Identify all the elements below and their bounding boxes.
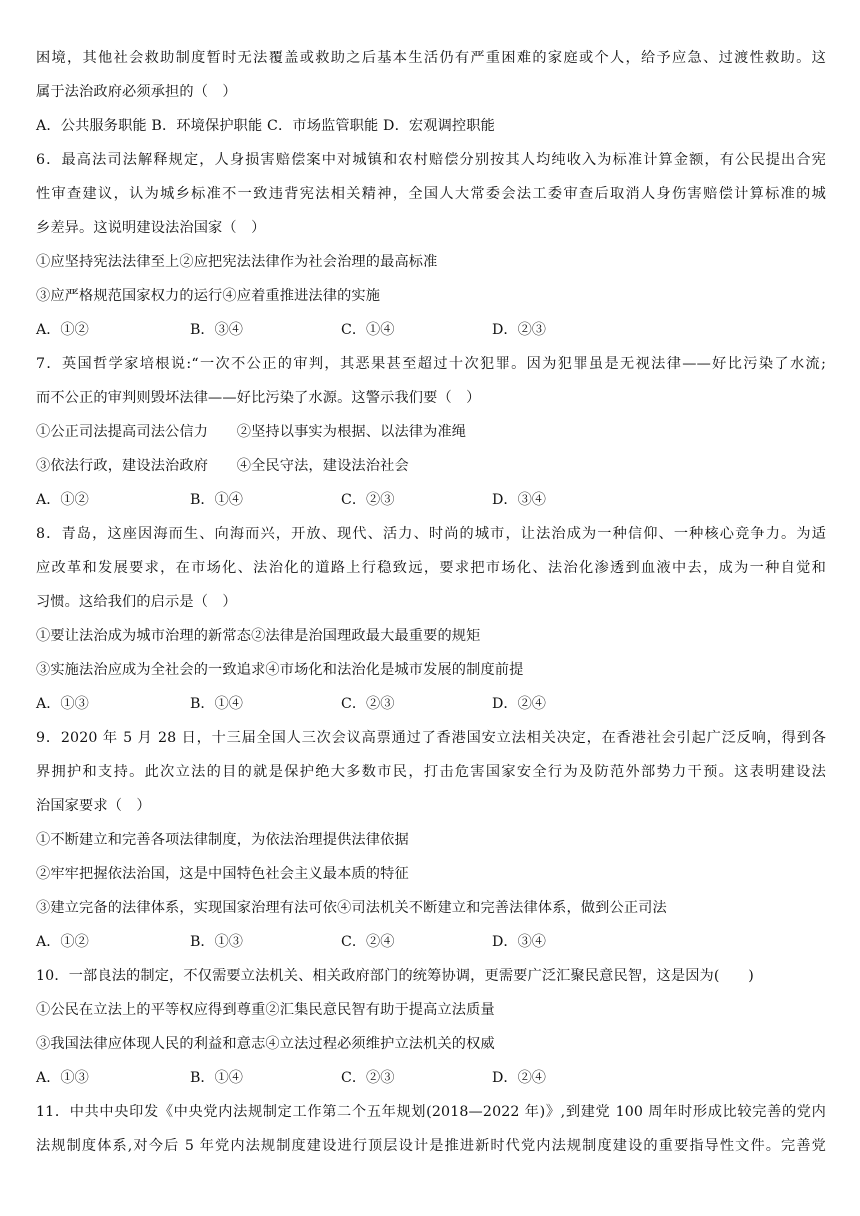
question-7-option-c: C．②③	[341, 492, 395, 508]
question-10-option-a: A．①③	[36, 1070, 89, 1086]
question-7-statement: ①公正司法提高司法公信力 ②坚持以事实为根据、以法律为准绳	[36, 424, 467, 440]
question-9-statement: ①不断建立和完善各项法律制度，为依法治理提供法律依据	[36, 832, 409, 848]
question-5-text-line: 困境，其他社会救助制度暂时无法覆盖或救助之后基本生活仍有严重困难的家庭或个人，给予应急、过渡性救助。这	[36, 50, 826, 66]
question-6-option-a: A．①②	[36, 322, 89, 338]
question-6-statement: ①应坚持宪法法律至上②应把宪法法律作为社会治理的最高标准	[36, 254, 438, 270]
question-6-text-line: 乡差异。这说明建设法治国家（ ）	[36, 220, 266, 236]
question-7-option-d: D．③④	[492, 492, 546, 508]
question-8-statement: ③实施法治应成为全社会的一致追求④市场化和法治化是城市发展的制度前提	[36, 662, 524, 678]
question-8-text-line: 习惯。这给我们的启示是（ ）	[36, 594, 237, 610]
question-9-option-b: B．①③	[190, 934, 243, 950]
question-6-text-line: 性审查建议，认为城乡标准不一致违背宪法相关精神，全国人大常委会法工委审查后取消人身伤害赔偿计算标准的城	[36, 186, 826, 202]
question-10-statement: ①公民在立法上的平等权应得到尊重②汇集民意民智有助于提高立法质量	[36, 1002, 495, 1018]
question-6-statement: ③应严格规范国家权力的运行④应着重推进法律的实施	[36, 288, 381, 304]
question-11-text-line: 11．中共中央印发《中央党内法规制定工作第二个五年规划(2018—2022 年)》,到建党 100 周年时形成比较完善的党内	[36, 1104, 826, 1120]
question-9-option-d: D．③④	[492, 934, 546, 950]
question-6-option-c: C．①④	[341, 322, 395, 338]
question-6-option-b: B．③④	[190, 322, 243, 338]
question-7-statement: ③依法行政，建设法治政府 ④全民守法，建设法治社会	[36, 458, 409, 474]
question-9-option-c: C．②④	[341, 934, 395, 950]
question-9-option-a: A．①②	[36, 934, 89, 950]
question-9-statement: ②牢牢把握依法治国，这是中国特色社会主义最本质的特征	[36, 866, 409, 882]
question-8-option-c: C．②③	[341, 696, 395, 712]
question-7-option-a: A．①②	[36, 492, 89, 508]
question-6-option-d: D．②③	[492, 322, 546, 338]
question-5-options: A．公共服务职能 B．环境保护职能 C．市场监管职能 D．宏观调控职能	[36, 118, 495, 134]
question-9-text-line: 治国家要求（ ）	[36, 798, 151, 814]
question-7-option-b: B．①④	[190, 492, 243, 508]
question-7-text-line: 而不公正的审判则毁坏法律——好比污染了水源。这警示我们要（ ）	[36, 390, 481, 406]
question-10-option-c: C．②③	[341, 1070, 395, 1086]
question-8-text-line: 应改革和发展要求，在市场化、法治化的道路上行稳致远，要求把市场化、法治化渗透到血液中去，成为一种自觉和	[36, 560, 826, 576]
question-10-option-b: B．①④	[190, 1070, 243, 1086]
question-5-text-line: 属于法治政府必须承担的（ ）	[36, 84, 237, 100]
question-8-text-line: 8．青岛，这座因海而生、向海而兴，开放、现代、活力、时尚的城市，让法治成为一种信仰、一种核心竞争力。为适	[36, 526, 826, 542]
question-10-statement: ③我国法律应体现人民的利益和意志④立法过程必须维护立法机关的权威	[36, 1036, 495, 1052]
question-8-option-d: D．②④	[492, 696, 546, 712]
question-6-text-line: 6．最高法司法解释规定，人身损害赔偿案中对城镇和农村赔偿分别按其人均纯收入为标准计算金额，有公民提出合宪	[36, 152, 826, 168]
question-9-text-line: 9．2020 年 5 月 28 日，十三届全国人三次会议高票通过了香港国安立法相关决定，在香港社会引起广泛反响，得到各	[36, 730, 826, 746]
question-8-option-a: A．①③	[36, 696, 89, 712]
question-9-text-line: 界拥护和支持。此次立法的目的就是保护绝大多数市民，打击危害国家安全行为及防范外部势力干预。这表明建设法	[36, 764, 826, 780]
question-10-text-line: 10．一部良法的制定，不仅需要立法机关、相关政府部门的统筹协调，更需要广泛汇聚民意民智，这是因为( )	[36, 968, 754, 984]
question-11-text-line: 法规制度体系,对今后 5 年党内法规制度建设进行顶层设计是推进新时代党内法规制度建设的重要指导性文件。完善党	[36, 1138, 826, 1154]
question-10-option-d: D．②④	[492, 1070, 546, 1086]
question-8-statement: ①要让法治成为城市治理的新常态②法律是治国理政最大最重要的规矩	[36, 628, 481, 644]
question-8-option-b: B．①④	[190, 696, 243, 712]
question-9-statement: ③建立完备的法律体系，实现国家治理有法可依④司法机关不断建立和完善法律体系，做到公正司法	[36, 900, 667, 916]
question-7-text-line: 7．英国哲学家培根说:“一次不公正的审判，其恶果甚至超过十次犯罪。因为犯罪虽是无视法律——好比污染了水流;	[36, 356, 826, 372]
